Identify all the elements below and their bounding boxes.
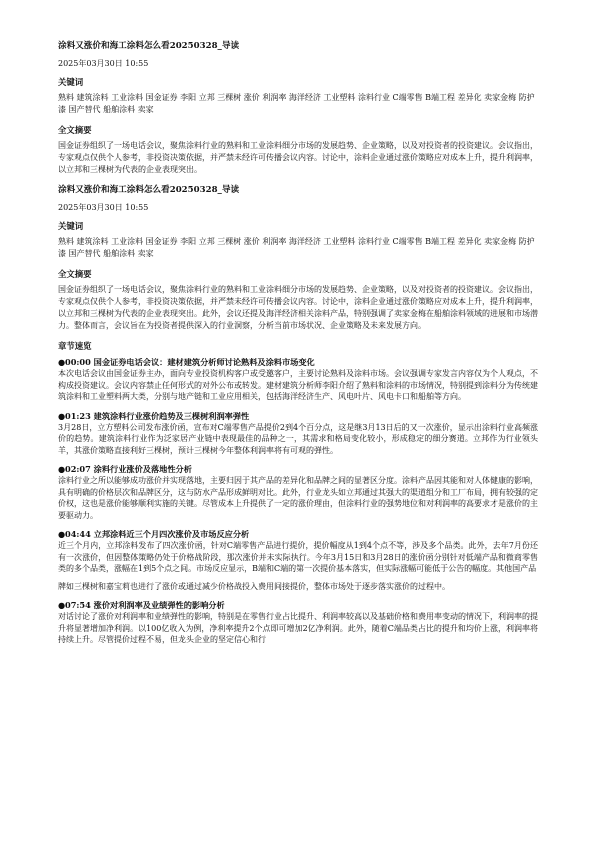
keywords-heading: 关键词: [58, 77, 84, 87]
document-date: 2025年03月30日 10:55: [58, 203, 149, 212]
chapter-title: 04:44 立邦涂料近三个月四次涨价及市场反应分析: [65, 529, 250, 539]
summary-text: 国金证券组织了一场电话会议，聚焦涂料行业的熟料和工业涂料细分市场的发展趋势、企业策略，以及对投资者的投资建议。会议指出，专家观点仅供个人参考，非投资决策依据，并严禁未经许可传播会议内容。讨论中，涂料企业通过涨价策略应对成本上升，提升利润率，以立邦和三棵树为代表的企业表现突出。: [58, 141, 538, 174]
chapter-item: [58, 410, 538, 457]
chapter-body-continued: 牌如三棵树和嘉宝莉也进行了涨价或通过减少价格战投入费用间接提价，整体市场处于逐步落实涨价的过程中。: [58, 581, 450, 591]
chapter-title: 00:00 国金证券电话会议：建材建筑分析师讨论熟料及涂料市场变化: [65, 357, 315, 367]
chapter-item: [58, 463, 538, 521]
keywords-text: 熟料 建筑涂料 工业涂料 国金证券 李阳 立邦 三棵树 涨价 利润率 海洋经济 工业塑料 涂料行业 C端零售 B端工程 差异化 卖家金梅 防护漆 国产替代 船舶涂料 卖家: [58, 93, 535, 114]
bullet-icon: ●: [58, 464, 66, 474]
chapter-title: 02:07 涂料行业涨价及落地性分析: [65, 464, 192, 474]
document-page: [58, 40, 538, 653]
chapter-body: 本次电话会议由国金证券主办，面向专业投资机构客户或受邀客户，主要讨论熟料及涂料市场。会议强调专家发言内容仅为个人观点，不构成投资建议。会议内容禁止任何形式的对外公布或转发。建材建筑分析师李阳介绍了熟料和涂料的市场情况，特别提到涂料分为传统建筑涂料和工业塑料两大类，分别与地产链和工业应用相关，包括海洋经济生产、风电叶片、风电卡口和船舶等方向。: [58, 369, 538, 401]
keywords-text: 熟料 建筑涂料 工业涂料 国金证券 李阳 立邦 三棵树 涨价 利润率 海洋经济 工业塑料 涂料行业 C端零售 B端工程 差异化 卖家金梅 防护漆 国产替代 船舶涂料 卖家: [58, 237, 535, 258]
summary-text: 国金证券组织了一场电话会议，聚焦涂料行业的熟料和工业涂料细分市场的发展趋势、企业策略，以及对投资者的投资建议。会议指出，专家观点仅供个人参考，非投资决策依据，并严禁未经许可传播会议内容。讨论中，涂料企业通过涨价策略应对成本上升，提升利润率，以立邦和三棵树为代表的企业表现突出。此外，会议还提及海洋经济相关涂料产品，特别强调了卖家金梅在船舶涂料领域的进展和市场潜力。整体而言，会议旨在为投资者提供深入的行业洞察，分析当前市场状况、企业策略及未来发展方向。: [58, 285, 538, 330]
chapter-item: [58, 599, 538, 646]
chapter-item: [58, 356, 538, 403]
keywords-heading: 关键词: [58, 221, 84, 231]
summary-heading: 全文摘要: [58, 269, 92, 279]
chapter-body: 对话讨论了涨价对利润率和业绩弹性的影响，特别是在零售行业占比提升、利润率较高以及基础价格和费用率变动的情况下，利润率的提升将显著增加净利润。以100亿收入为例，净利率提升2个点即可增加2亿净利润。此外，随着C端品类占比的提升和均价上涨，利润率将持续上升。尽管提价过程不易，但龙头企业的坚定信心和行: [58, 612, 538, 644]
chapters-heading: 章节速览: [58, 341, 92, 351]
document-date: 2025年03月30日 10:55: [58, 59, 149, 68]
guide-block-2: [58, 184, 538, 332]
chapter-body: 近三个月内，立邦涂料发布了四次涨价函，针对C端零售产品进行提价，提价幅度从1到4个点不等，涉及多个品类。此外，去年7月份还有一次涨价，但因整体策略仍处于价格战阶段，那次涨价并未实际执行。今年3月15日和3月28日的涨价函分别针对低端产品和微商零售类的多个品类，涨幅在1到5个点之间。市场反应显示，B端和C端的第一次提价基本落实，但实际涨幅可能低于公告的幅度。其他国产品: [58, 541, 538, 573]
chapter-item: [58, 528, 538, 592]
bullet-icon: ●: [58, 410, 66, 421]
document-title: 涂料又涨价和海工涂料怎么看20250328_导读: [58, 185, 240, 195]
document-title: 涂料又涨价和海工涂料怎么看20250328_导读: [58, 41, 240, 51]
summary-heading: 全文摘要: [58, 125, 92, 135]
bullet-icon: ●: [58, 600, 66, 610]
chapter-body: 3月28日，立方塑料公司发布涨价函，宣布对C端零售产品提价2到4个百分点，这是继3月13日后的又一次涨价，显示出涂料行业高频涨价的趋势。建筑涂料行业作为泛家居产业链中表现最佳的品种之一，其需求和格局变化较小，形成稳定的细分赛道。立邦作为行业领头羊，其涨价策略直接利好三棵树，预计三棵树今年整体利润率将有可观的弹性。: [58, 422, 538, 455]
bullet-icon: ●: [58, 357, 66, 367]
chapter-title: 01:23 建筑涂料行业涨价趋势及三棵树利润率弹性: [65, 410, 250, 421]
guide-block-1: [58, 40, 538, 176]
chapter-body: 涂料行业之所以能够成功涨价并实现落地，主要归因于其产品的差异化和品牌之间的显著区分度。涂料产品因其能和对人体健康的影响，具有明确的价格层次和品牌区分，这与防水产品形成鲜明对比。此外，行业龙头如立邦通过其强大的渠道组分和工厂布局，拥有较强的定价权，这也是涨价能够顺利实施的关键。尽管成本上升提供了一定的涨价理由，但涂料行业的强势地位和对利润率的高要求才是涨价的主要驱动力。: [58, 476, 538, 520]
chapter-title: 07:54 涨价对利润率及业绩弹性的影响分析: [65, 600, 225, 610]
bullet-icon: ●: [58, 529, 66, 539]
